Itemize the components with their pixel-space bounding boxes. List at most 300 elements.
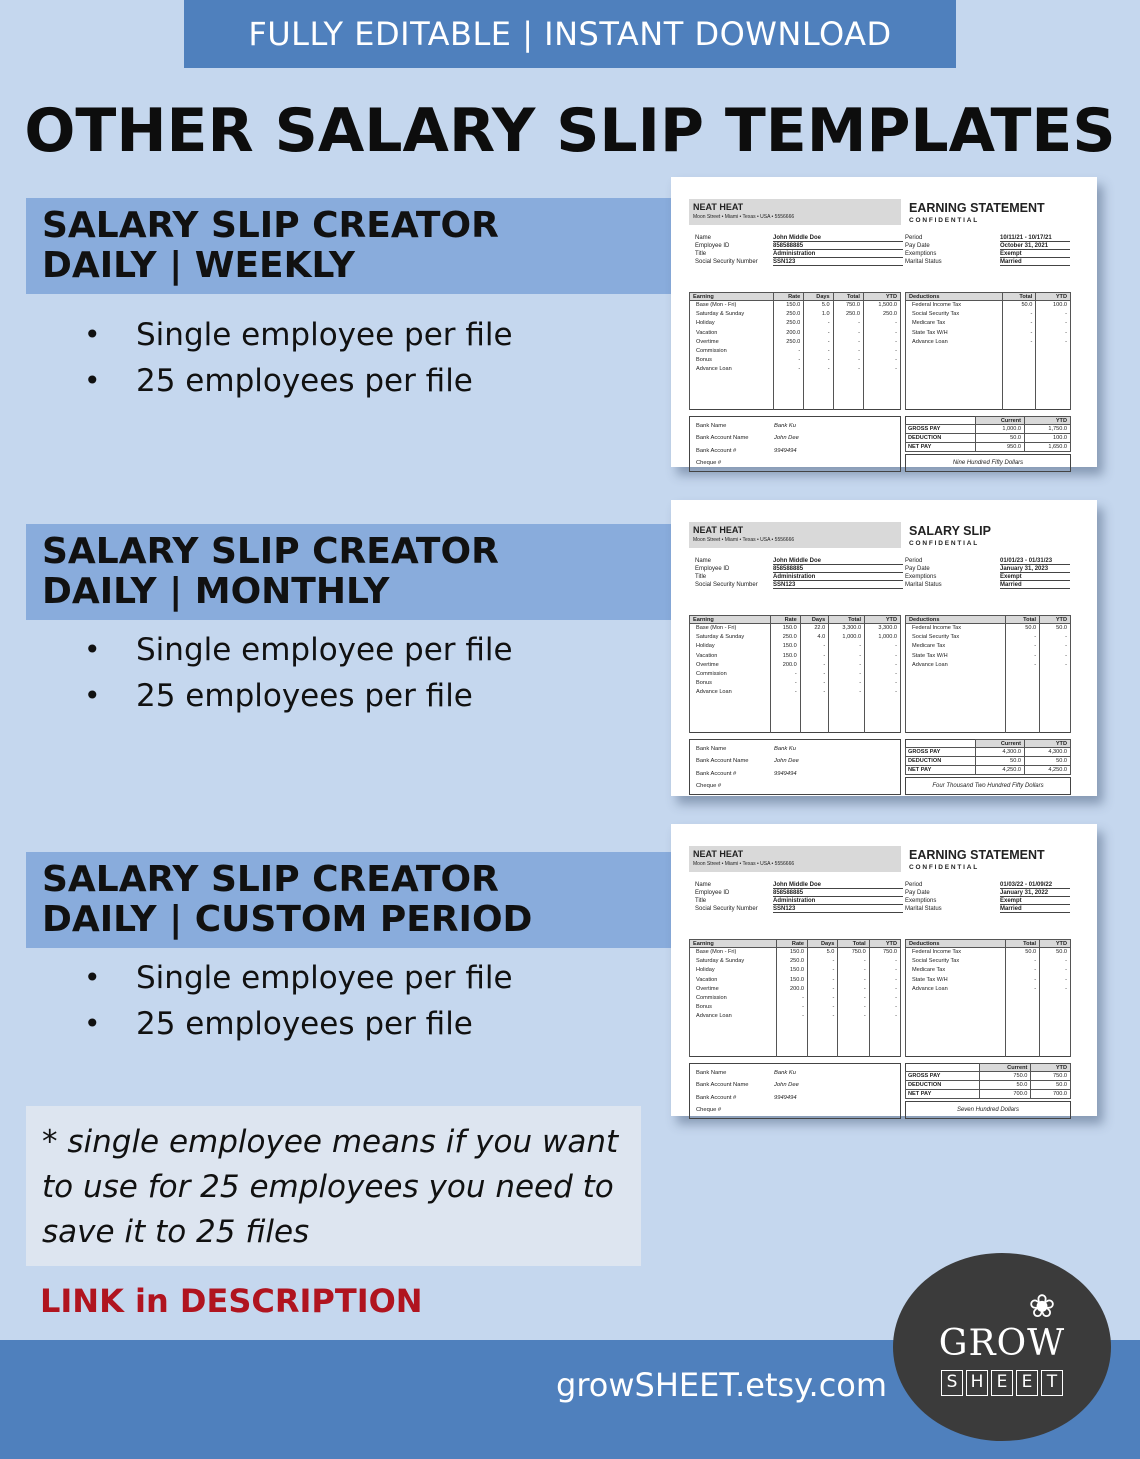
earning-ytd: - [863,337,900,346]
earning-ytd: - [869,1003,900,1012]
info-value: Administration [773,251,903,258]
earning-ytd: - [863,319,900,328]
deduction-label: Advance Loan [906,984,1006,993]
earning-ytd: - [865,651,901,660]
earning-rate: 250.0 [771,633,800,642]
earning-days: - [800,669,828,678]
bank-value: Bank Ku [774,1070,796,1076]
earning-rate: - [771,669,800,678]
info-label: Employee ID [695,243,730,249]
deduction-total: 50.0 [1006,948,1040,957]
earning-rate: 150.0 [771,624,800,633]
column-header: YTD [865,616,901,624]
info-value: Administration [773,574,903,581]
deduction-ytd: 50.0 [1040,948,1071,957]
flower-icon: ❀ [1028,1286,1056,1325]
info-label: Marital Status [905,259,942,265]
bank-info [689,416,901,472]
bank-info [689,1063,901,1119]
deduction-label: Federal Income Tax [906,624,1006,633]
column-header: Days [800,616,828,624]
bank-label: Cheque # [696,459,722,466]
earning-ytd: - [869,975,900,984]
list-item [84,312,513,358]
deduction-label: Medicare Tax [906,966,1006,975]
table-row [906,651,1071,660]
earning-rate: - [773,365,803,374]
deduction-ytd: - [1036,328,1071,337]
deduction-total: - [1006,966,1040,975]
earning-label: Base (Mon - Fri) [690,624,771,633]
amount-in-words: Four Thousand Two Hundred Fifty Dollars [905,777,1071,795]
deduction-label: Federal Income Tax [906,948,1006,957]
deduction-ytd: - [1040,651,1071,660]
logo-letter: S [941,1370,963,1396]
bank-value: Bank Ku [774,746,796,752]
table-row [690,651,901,660]
statement-title: EARNING STATEMENT [909,201,1045,215]
pay-info [905,882,1070,913]
deduction-current: 50.0 [976,757,1025,766]
table-row [690,1012,901,1021]
bank-value: 9949494 [774,447,797,454]
section-title-line2: DAILY | CUSTOM PERIOD [42,899,533,940]
company-header [689,846,901,872]
earning-total: - [829,679,865,688]
earning-rate: 150.0 [773,301,803,310]
net-pay-label: NET PAY [906,766,976,775]
bank-label: Bank Account # [696,447,737,454]
deduction-total: - [1003,310,1036,319]
table-row [690,356,901,365]
statement-header [909,524,991,547]
info-label: Period [905,882,923,888]
table-row [690,1003,901,1012]
info-label: Pay Date [905,890,930,896]
earning-label: Commission [690,993,777,1002]
column-header: YTD [1036,293,1071,301]
table-row [690,319,901,328]
table-row [690,301,901,310]
net-current: 950.0 [976,443,1025,452]
earning-label: Holiday [690,966,777,975]
info-value: Administration [773,898,903,905]
column-header: Current [976,740,1025,748]
deduction-ytd: 100.0 [1036,301,1071,310]
earning-rate: 150.0 [776,975,807,984]
earning-rate: - [776,993,807,1002]
earnings-table [689,615,901,733]
employee-info [695,235,903,266]
info-label: Social Security Number [695,906,758,912]
earning-rate: 250.0 [773,310,803,319]
info-label: Marital Status [905,582,942,588]
earning-days: - [808,1012,838,1021]
confidential-label: CONFIDENTIAL [909,217,979,224]
bank-value: 9949494 [774,770,797,777]
earning-ytd: - [863,346,900,355]
net-pay-label: NET PAY [906,1090,980,1099]
bullet-list-weekly [84,312,513,404]
gross-current: 4,300.0 [976,748,1025,757]
bank-label: Bank Name [696,423,727,429]
earning-rate: 150.0 [776,948,807,957]
section-header-custom [26,852,676,948]
amount-in-words: Seven Hundred Dollars [905,1101,1071,1119]
company-address: Moon Street • Miami • Texas • USA • 5556666 [693,861,795,867]
earning-total: - [833,337,863,346]
earning-ytd: - [865,660,901,669]
deduction-total: - [1006,633,1040,642]
deduction-current: 50.0 [980,1081,1031,1090]
column-header: Deductions [906,940,1006,948]
earning-days: - [808,1003,838,1012]
company-name: NEAT HEAT [693,849,744,859]
earning-label: Saturday & Sunday [690,633,771,642]
earning-total: - [838,993,869,1002]
bank-value: John Dee [774,435,799,442]
bank-value: John Dee [774,758,799,765]
section-title-line1: SALARY SLIP CREATOR [42,205,499,246]
earning-ytd: - [865,642,901,651]
earning-label: Advance Loan [690,688,771,697]
table-row [690,633,901,642]
company-name: NEAT HEAT [693,202,744,212]
deduction-label: DEDUCTION [906,757,976,766]
net-ytd: 700.0 [1031,1090,1071,1099]
deduction-label: DEDUCTION [906,434,976,443]
earning-rate: 200.0 [776,984,807,993]
info-label: Exemptions [905,251,937,257]
bullet-icon: • [84,633,101,666]
earning-ytd: 750.0 [869,948,900,957]
list-item [84,358,513,404]
earning-label: Overtime [690,337,774,346]
earning-ytd: - [869,957,900,966]
earning-days: - [800,688,828,697]
earning-ytd: - [869,993,900,1002]
column-header: YTD [863,293,900,301]
table-row [906,975,1071,984]
info-value: Married [1000,906,1070,913]
earning-rate: 150.0 [771,642,800,651]
net-current: 4,250.0 [976,766,1025,775]
earning-total: - [829,669,865,678]
site-link[interactable]: growSHEET.etsy.com [556,1366,888,1404]
deduction-ytd: - [1040,975,1071,984]
bullet-icon: • [84,679,101,712]
top-banner [184,0,956,68]
earning-ytd: - [863,356,900,365]
table-row [690,688,901,697]
earning-label: Commission [690,346,774,355]
earning-label: Overtime [690,660,771,669]
deduction-ytd: - [1040,957,1071,966]
list-item [84,673,513,719]
deduction-label: Advance Loan [906,337,1003,346]
earning-label: Overtime [690,984,777,993]
table-row [906,660,1071,669]
table-row [906,328,1071,337]
earning-rate: - [771,688,800,697]
gross-pay-label: GROSS PAY [906,748,976,757]
gross-pay-label: GROSS PAY [906,425,976,434]
column-header: Deductions [906,616,1006,624]
bank-info [689,739,901,795]
table-row [906,642,1071,651]
column-header: Rate [771,616,800,624]
earning-label: Bonus [690,1003,777,1012]
deduction-total: - [1006,984,1040,993]
deduction-ytd: 100.0 [1025,434,1071,443]
info-value: January 31, 2023 [1000,566,1070,573]
earning-total: - [829,688,865,697]
deduction-label: Medicare Tax [906,642,1006,651]
logo-letter: E [1016,1370,1038,1396]
earnings-table [689,939,901,1057]
earning-total: 250.0 [833,310,863,319]
earning-days: - [804,356,833,365]
table-row [690,966,901,975]
deduction-ytd: - [1040,660,1071,669]
deduction-ytd: - [1040,633,1071,642]
earning-label: Vacation [690,975,777,984]
company-address: Moon Street • Miami • Texas • USA • 5556666 [693,214,795,220]
earnings-table [689,292,901,410]
info-value: January 31, 2022 [1000,890,1070,897]
bullet-icon: • [84,318,101,351]
deduction-label: Social Security Tax [906,633,1006,642]
column-header: Earning [690,616,771,624]
earning-days: - [804,365,833,374]
deduction-ytd: 50.0 [1025,757,1071,766]
info-label: Employee ID [695,890,730,896]
earning-total: - [833,319,863,328]
column-header: Days [804,293,833,301]
info-value: Exempt [1000,898,1070,905]
company-name: NEAT HEAT [693,525,744,535]
pay-totals-table [905,416,1071,452]
bullet-text: Single employee per file [136,632,513,668]
deduction-ytd: - [1036,337,1071,346]
earning-days: - [800,651,828,660]
column-header: Current [980,1064,1031,1072]
earning-label: Holiday [690,642,771,651]
gross-pay-label: GROSS PAY [906,1072,980,1081]
bank-label: Cheque # [696,1106,722,1113]
earning-days: 4.0 [800,633,828,642]
deduction-total: - [1003,337,1036,346]
info-label: Social Security Number [695,582,758,588]
earning-total: - [838,957,869,966]
info-value: 858588885 [773,243,903,250]
bank-label: Bank Account # [696,770,737,777]
earning-rate: - [771,679,800,688]
deduction-ytd: - [1036,310,1071,319]
earning-rate: 250.0 [773,319,803,328]
deduction-total: - [1006,660,1040,669]
earning-rate: - [776,1003,807,1012]
earning-days: - [804,319,833,328]
deduction-label: Social Security Tax [906,310,1003,319]
net-ytd: 4,250.0 [1025,766,1071,775]
link-description[interactable]: LINK in DESCRIPTION [40,1282,423,1320]
earning-rate: - [776,1012,807,1021]
earning-days: 22.0 [800,624,828,633]
net-ytd: 1,650.0 [1025,443,1071,452]
table-row [906,310,1071,319]
info-label: Name [695,882,712,888]
statement-header [909,848,1045,871]
section-title-line1: SALARY SLIP CREATOR [42,859,499,900]
deduction-total: - [1003,328,1036,337]
bullet-icon: • [84,961,101,994]
earning-rate: 250.0 [776,957,807,966]
deductions-table [905,939,1071,1057]
earning-label: Vacation [690,651,771,660]
salary-slip-preview [671,177,1097,467]
deduction-total: - [1003,319,1036,328]
statement-title: EARNING STATEMENT [909,848,1045,862]
earning-label: Saturday & Sunday [690,310,774,319]
earning-ytd: 1,500.0 [863,301,900,310]
table-row [690,624,901,633]
info-label: Exemptions [905,898,937,904]
bullet-icon: • [84,364,101,397]
column-header: Total [833,293,863,301]
info-label: Period [905,558,923,564]
table-row [690,337,901,346]
deduction-ytd: - [1040,966,1071,975]
gross-ytd: 750.0 [1031,1072,1071,1081]
info-value: SSN123 [773,906,903,913]
earning-total: - [838,1012,869,1021]
table-row [906,633,1071,642]
bullet-text: 25 employees per file [136,363,473,399]
earning-rate: 150.0 [771,651,800,660]
info-value: 858588885 [773,890,903,897]
info-value: SSN123 [773,582,903,589]
table-row [906,624,1071,633]
table-row [690,957,901,966]
earning-label: Vacation [690,328,774,337]
section-title-line1: SALARY SLIP CREATOR [42,531,499,572]
bullet-icon: • [84,1007,101,1040]
earning-days: - [804,346,833,355]
table-row [906,966,1071,975]
info-label: Marital Status [905,906,942,912]
deduction-label: State Tax W/H [906,651,1006,660]
bullet-text: Single employee per file [136,960,513,996]
earning-rate: 150.0 [776,966,807,975]
info-value: Married [1000,259,1070,266]
earning-total: - [838,975,869,984]
logo-grow-text: GROW [938,1322,1066,1364]
earning-label: Saturday & Sunday [690,957,777,966]
gross-current: 750.0 [980,1072,1031,1081]
info-label: Title [695,574,707,580]
bank-label: Bank Name [696,1070,727,1076]
earning-total: 3,300.0 [829,624,865,633]
deduction-ytd: 50.0 [1031,1081,1071,1090]
info-label: Period [905,235,923,241]
earning-days: - [808,993,838,1002]
deduction-label: Federal Income Tax [906,301,1003,310]
earning-total: - [829,660,865,669]
earning-rate: - [773,346,803,355]
earning-rate: 250.0 [773,337,803,346]
earning-total: 1,000.0 [829,633,865,642]
deductions-table [905,615,1071,733]
column-header: YTD [1040,940,1071,948]
table-row [690,984,901,993]
bullet-text: 25 employees per file [136,678,473,714]
earning-ytd: - [869,984,900,993]
info-value: Exempt [1000,574,1070,581]
list-item [84,1001,513,1047]
section-header-monthly [26,524,676,620]
earning-label: Bonus [690,356,774,365]
table-row [690,346,901,355]
net-current: 700.0 [980,1090,1031,1099]
info-label: Name [695,235,712,241]
gross-ytd: 4,300.0 [1025,748,1071,757]
earning-ytd: - [863,365,900,374]
table-row [690,948,901,957]
earning-ytd: - [865,688,901,697]
earning-days: 5.0 [808,948,838,957]
earning-label: Commission [690,669,771,678]
column-header: Total [1003,293,1036,301]
bullet-list-custom [84,955,513,1047]
gross-ytd: 1,750.0 [1025,425,1071,434]
earning-label: Advance Loan [690,1012,777,1021]
info-label: Title [695,898,707,904]
deduction-total: 50.0 [1006,624,1040,633]
company-address: Moon Street • Miami • Texas • USA • 5556666 [693,537,795,543]
deduction-label: Advance Loan [906,660,1006,669]
earning-total: - [838,966,869,975]
earning-total: - [833,346,863,355]
pay-info [905,235,1070,266]
table-row [690,669,901,678]
section-title-line2: DAILY | MONTHLY [42,571,390,612]
deduction-ytd: 50.0 [1040,624,1071,633]
amount-in-words: Nine Hundred Fifty Dollars [905,454,1071,472]
earning-label: Base (Mon - Fri) [690,948,777,957]
list-item [84,627,513,673]
earning-days: - [808,984,838,993]
earning-rate: - [773,356,803,365]
earning-ytd: - [865,679,901,688]
company-header [689,199,901,225]
table-row [906,319,1071,328]
table-row [690,975,901,984]
deduction-label: Social Security Tax [906,957,1006,966]
deduction-ytd: - [1036,319,1071,328]
earning-days: - [808,957,838,966]
info-value: Exempt [1000,251,1070,258]
column-header: Total [829,616,865,624]
column-header: Total [1006,940,1040,948]
column-header: Current [976,417,1025,425]
table-row [906,301,1071,310]
earning-days: 5.0 [804,301,833,310]
column-header: Rate [773,293,803,301]
earning-rate: 200.0 [771,660,800,669]
logo-letter: T [1041,1370,1063,1396]
deduction-ytd: - [1040,642,1071,651]
